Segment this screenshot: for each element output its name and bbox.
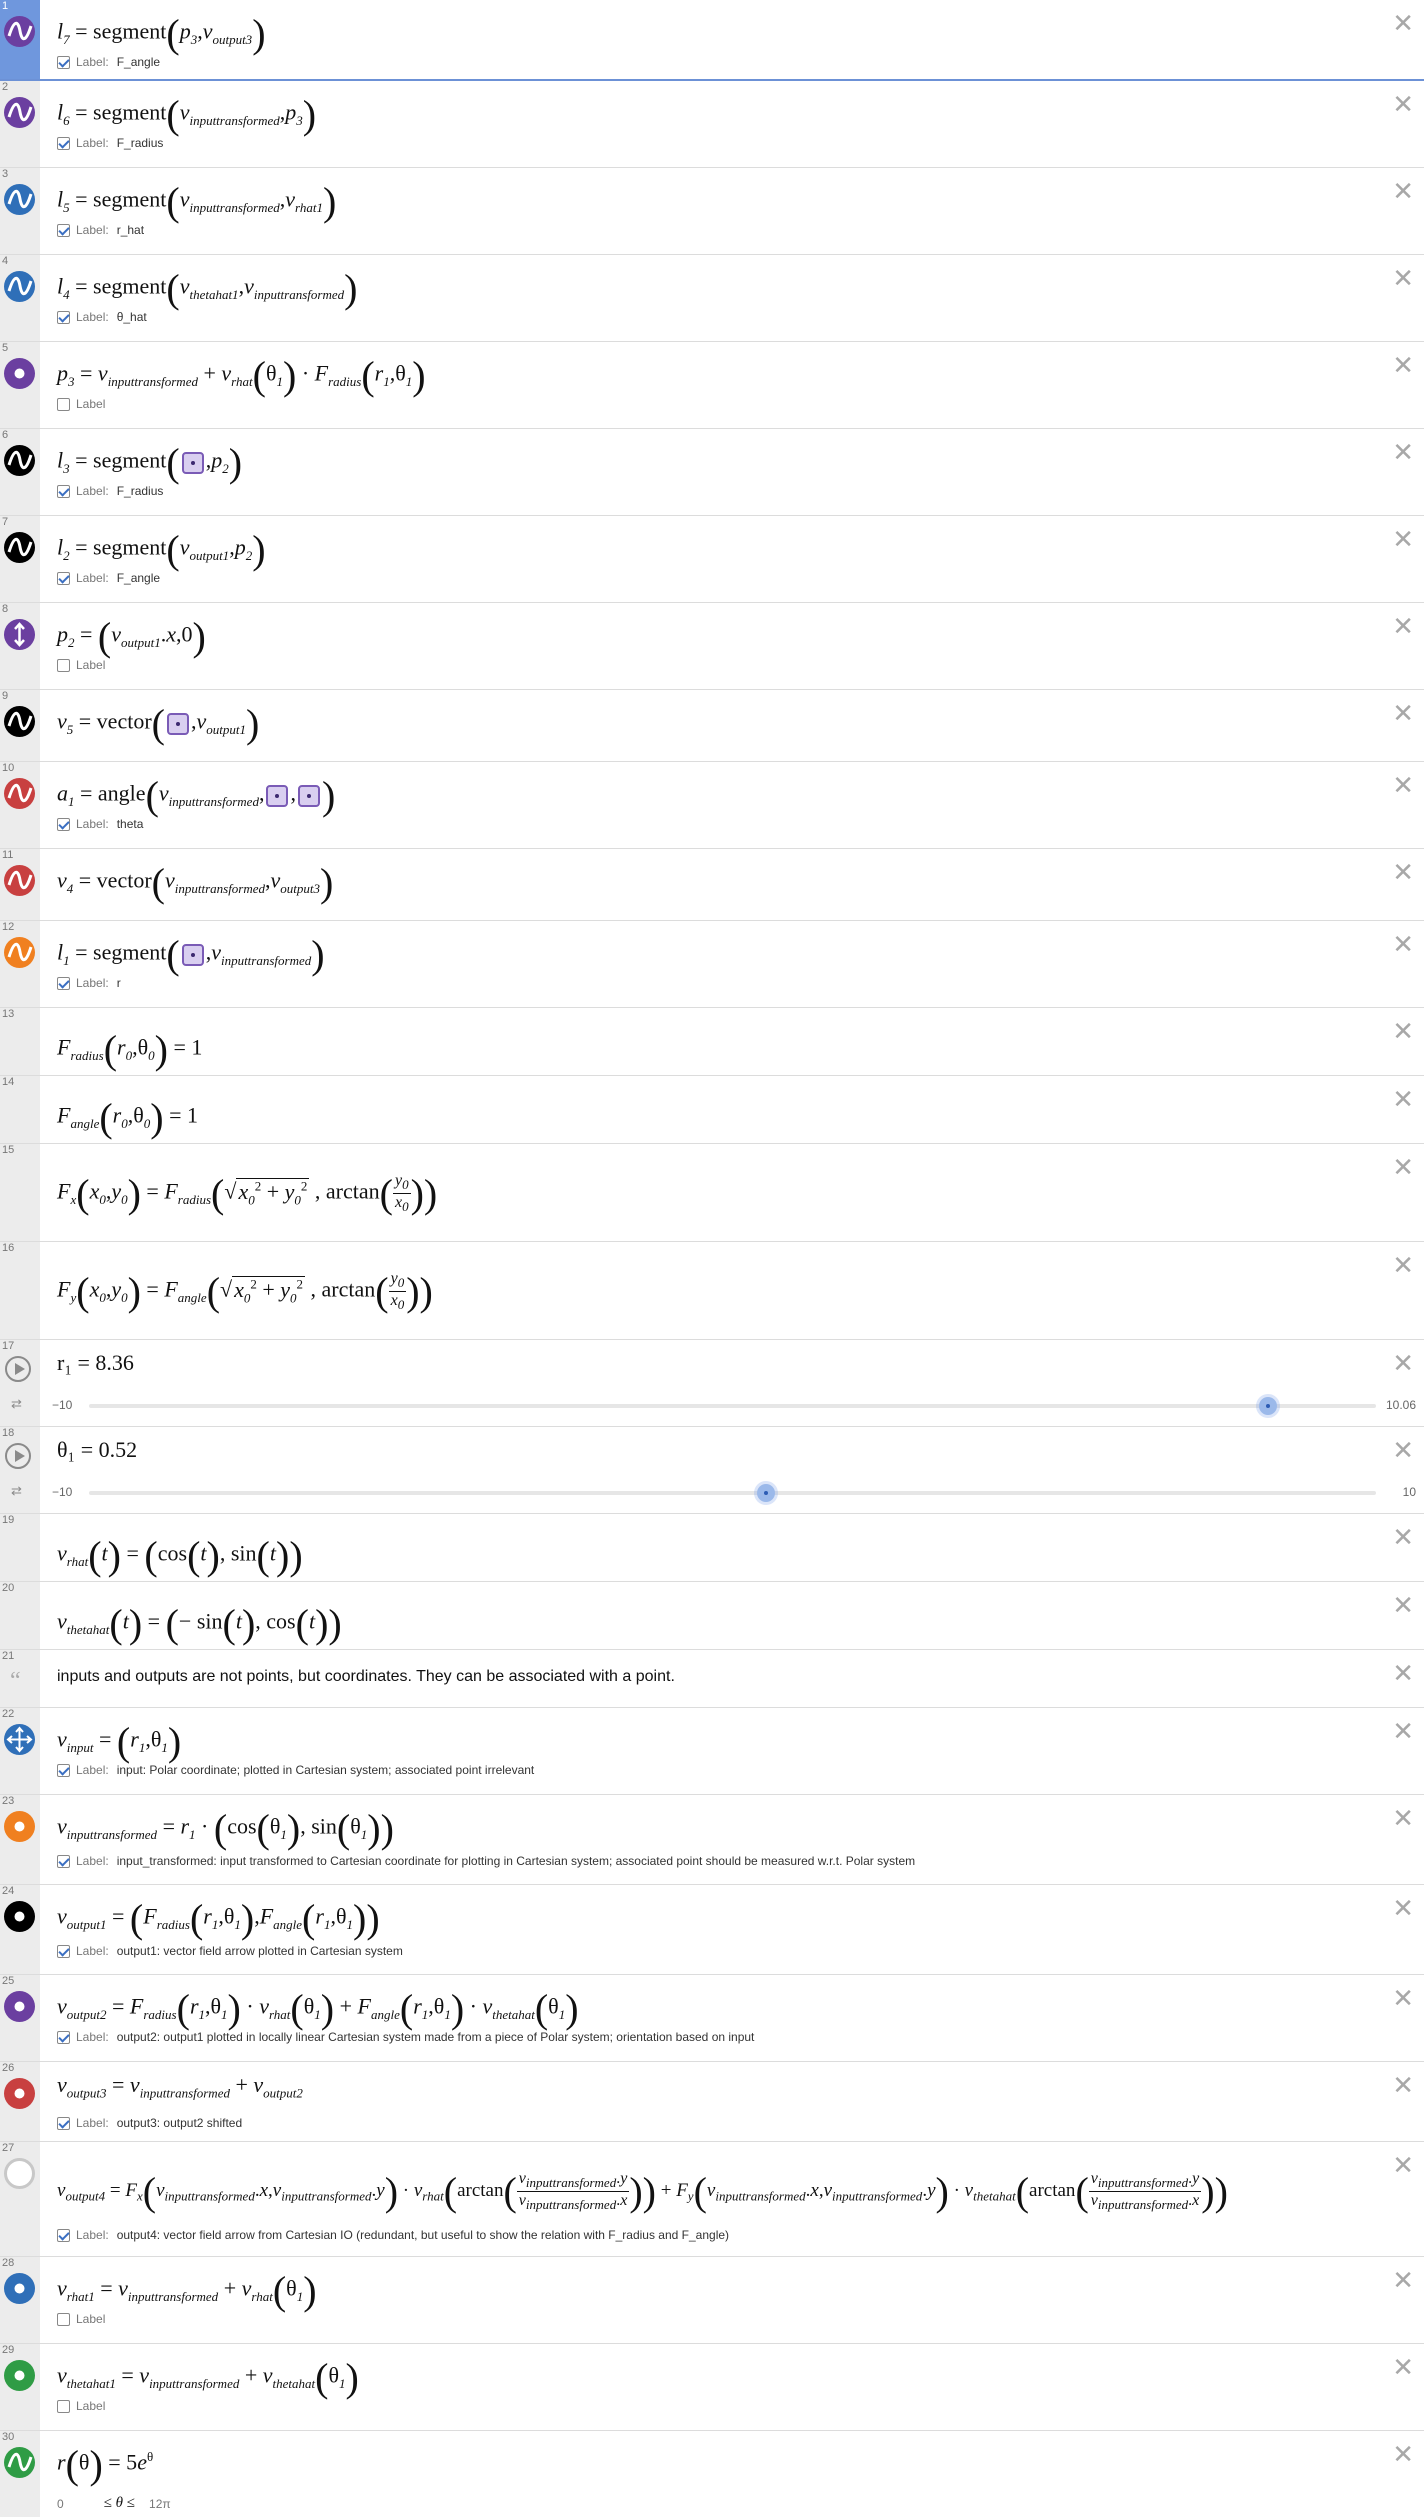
label-line: Label: theta <box>57 817 143 831</box>
label-checkbox[interactable] <box>57 977 70 990</box>
row-number: 9 <box>2 690 9 702</box>
label-line: Label: F_radius <box>57 484 163 498</box>
vector-visibility-icon[interactable] <box>4 706 35 737</box>
label-checkbox[interactable] <box>57 2400 70 2413</box>
row-number: 11 <box>2 849 14 861</box>
segment-visibility-icon[interactable] <box>4 184 35 215</box>
row-gutter[interactable] <box>0 1340 40 1426</box>
label-line: Label: F_radius <box>57 136 163 150</box>
slider-value-theta1[interactable]: θ₁ = 0.52 <box>57 1437 138 1462</box>
algebra-row-2[interactable] <box>0 81 1424 168</box>
algebra-row-24[interactable] <box>0 1885 1424 1975</box>
label-line: Label: output4: vector field arrow from Cartesian IO (redundant, but useful to show the relation with F_radius and F_angle) <box>57 2228 729 2242</box>
algebra-row-19[interactable] <box>0 1514 1424 1582</box>
point-visibility-icon[interactable] <box>4 2273 35 2304</box>
label-text[interactable]: output4: vector field arrow from Cartesian IO (redundant, but useful to show the relation with F_radius and F_angle) <box>116 2228 730 2242</box>
definition-voutput2[interactable]: $v_{output2} = F_{radius}(r_1,\theta_1) \cdot v_{rhat}(\theta_1) + F_{angle}(r_1,\theta_1) \cdot v_{thetahat}(\theta_1)$ <box>57 1986 579 2031</box>
label-text[interactable]: input_transformed: input transformed to Cartesian coordinate for plotting in Cartesian system; associated point should be measured w.r.t. Polar system <box>116 1854 916 1868</box>
algebra-row-6[interactable] <box>0 429 1424 516</box>
label-checkbox[interactable] <box>57 1945 70 1958</box>
close-icon[interactable]: ✕ <box>1392 1523 1414 1553</box>
definition-l4[interactable]: $l_4$ = $segment(v_{thetahat1},v_{inputtransformed})$ <box>57 266 358 311</box>
row-number: 28 <box>2 2257 15 2269</box>
label-checkbox[interactable] <box>57 56 70 69</box>
row-number: 20 <box>2 1582 15 1594</box>
algebra-row-22[interactable] <box>0 1708 1424 1795</box>
label-line: Label: input_transformed: input transformed to Cartesian coordinate for plotting in Cartesian system; associated point should be measured w.r.t. Polar system <box>57 1854 915 1868</box>
label-line: Label <box>57 2399 113 2413</box>
definition-v5[interactable]: $v_5$ = vector( $,v_{output1}$) <box>57 701 260 746</box>
algebra-row-23[interactable] <box>0 1795 1424 1885</box>
label-line: Label: F_angle <box>57 55 160 69</box>
label-checkbox[interactable] <box>57 2313 70 2326</box>
algebra-row-1[interactable] <box>0 0 1424 81</box>
point-visibility-icon[interactable] <box>4 1991 35 2022</box>
row-number: 7 <box>2 516 9 528</box>
label-text[interactable]: output1: vector field arrow plotted in Cartesian system <box>116 1944 403 1958</box>
row-number: 19 <box>2 1514 15 1526</box>
algebra-row-17[interactable] <box>0 1340 1424 1427</box>
close-icon[interactable]: ✕ <box>1392 1804 1414 1834</box>
close-icon[interactable]: ✕ <box>1392 1659 1414 1689</box>
point-visibility-icon[interactable] <box>4 2360 35 2391</box>
segment-visibility-icon[interactable] <box>4 97 35 128</box>
label-checkbox[interactable] <box>57 572 70 585</box>
close-icon[interactable]: ✕ <box>1392 1591 1414 1621</box>
point-visibility-icon[interactable] <box>4 2078 35 2109</box>
point-chip[interactable] <box>182 944 204 966</box>
slider-theta1[interactable] <box>52 1485 1416 1501</box>
segment-visibility-icon[interactable] <box>4 532 35 563</box>
point-visibility-icon[interactable] <box>4 358 35 389</box>
algebra-row-20[interactable] <box>0 1582 1424 1650</box>
close-icon[interactable]: ✕ <box>1392 525 1414 555</box>
algebra-row-21[interactable] <box>0 1650 1424 1708</box>
algebra-row-5[interactable] <box>0 342 1424 429</box>
hidden-point-icon[interactable] <box>4 2158 35 2189</box>
segment-visibility-icon[interactable] <box>4 445 35 476</box>
algebra-row-4[interactable] <box>0 255 1424 342</box>
label-line: Label: F_angle <box>57 571 160 585</box>
row-number: 4 <box>2 255 9 267</box>
label-checkbox[interactable] <box>57 2229 70 2242</box>
range-max[interactable]: 12π <box>149 2496 171 2511</box>
row-number: 12 <box>2 921 15 933</box>
definition-Fx[interactable]: $F_x(x_0,y_0) = F_{radius}(√x_0^2 + y_0^2$ , arctan( $\frac{y_0}{x_0}$ )) <box>57 1171 438 1216</box>
definition-l5[interactable]: $l_5$ = $segment(v_{inputtransformed},v_{rhat1})$ <box>57 179 337 224</box>
text-note[interactable]: inputs and outputs are not points, but coordinates. They can be associated with a point. <box>57 1668 675 1685</box>
label-line: Label: r_hat <box>57 223 144 237</box>
definition-a1[interactable]: $a_1$ = $angle(v_{inputtransformed}$, , ) <box>57 773 336 818</box>
label-text[interactable]: F_angle <box>116 55 161 69</box>
definition-p2[interactable]: $p_2 = (v_{output1}.x,0)$ <box>57 614 206 659</box>
label-line: Label: r <box>57 976 121 990</box>
label-checkbox[interactable] <box>57 659 70 672</box>
row-number: 23 <box>2 1795 15 1807</box>
segment-visibility-icon[interactable] <box>4 16 35 47</box>
point-on-path-icon[interactable] <box>4 619 35 650</box>
close-icon[interactable]: ✕ <box>1392 1717 1414 1747</box>
close-icon[interactable]: ✕ <box>1392 1436 1414 1466</box>
slider-max: 10 <box>1402 1485 1416 1499</box>
range-inequality: ≤ θ ≤ <box>103 2495 136 2511</box>
label-text[interactable]: θ_hat <box>116 310 147 324</box>
label-checkbox[interactable] <box>57 137 70 150</box>
close-icon[interactable]: ✕ <box>1392 2353 1414 2383</box>
close-icon[interactable]: ✕ <box>1392 90 1414 120</box>
slider-min: −10 <box>52 1485 73 1499</box>
curve-visibility-icon[interactable] <box>4 2447 35 2478</box>
slider-track[interactable] <box>89 1491 1376 1495</box>
definition-voutput3[interactable]: $v_{output3} = v_{inputtransformed} + v_{output2}$ <box>57 2072 303 2101</box>
label-checkbox[interactable] <box>57 311 70 324</box>
definition-r-theta[interactable]: $r(\theta) = 5e^\theta$ <box>57 2442 154 2487</box>
slider-min: −10 <box>52 1398 73 1412</box>
definition-Fy[interactable]: $F_y(x_0,y_0) = F_{angle}(√x_0^2 + y_0^2$ , arctan( $\frac{y_0}{x_0}$ )) <box>57 1269 433 1314</box>
definition-vthetahat1[interactable]: $v_{thetahat1} = v_{inputtransformed} + v_{thetahat}(\theta_1)$ <box>57 2355 359 2400</box>
slider-r1[interactable] <box>52 1398 1416 1414</box>
free-point-icon[interactable] <box>4 1724 35 1755</box>
label-text[interactable]: F_radius <box>116 136 164 150</box>
repeat-icon[interactable]: ⇄ <box>11 1483 22 1498</box>
segment-visibility-icon[interactable] <box>4 937 35 968</box>
close-icon[interactable]: ✕ <box>1392 930 1414 960</box>
label-text[interactable]: F_angle <box>116 571 161 585</box>
point-chip[interactable] <box>167 713 189 735</box>
definition-voutput4[interactable]: $v_{output4} = F_x(v_{inputtransformed}.x,v_{inputtransformed}.y) \cdot v_{rhat}(\arctan$( $\frac{v_{inputtransformed}.y}{v_{inputtransformed}.x}$ )) + $F_y(v_{inputtransformed}.x,v_{inputtransformed}.y) \cdot v_{thetahat}(\arctan$( $\frac{v_{inputtransformed}.y}{v_{inputtransformed}.x}$ )) <box>57 2169 1228 2214</box>
row-number: 2 <box>2 81 9 93</box>
row-number: 29 <box>2 2344 15 2356</box>
algebra-row-10[interactable] <box>0 762 1424 849</box>
label-text[interactable]: theta <box>116 817 144 831</box>
close-icon[interactable]: ✕ <box>1392 2071 1414 2101</box>
definition-F-radius[interactable]: $F_{radius}(r_0,\theta_0) = 1$ <box>57 1027 203 1072</box>
label-checkbox[interactable] <box>57 1764 70 1777</box>
label-checkbox[interactable] <box>57 818 70 831</box>
definition-vinput[interactable]: $v_{input} = (r_1,\theta_1)$ <box>57 1719 182 1764</box>
row-number: 30 <box>2 2431 15 2443</box>
curve-range[interactable] <box>57 2495 171 2512</box>
algebra-row-14[interactable] <box>0 1076 1424 1144</box>
definition-vrhat1[interactable]: $v_{rhat1} = v_{inputtransformed} + v_{rhat}(\theta_1)$ <box>57 2268 317 2313</box>
row-gutter[interactable] <box>0 1144 40 1241</box>
row-number: 21 <box>2 1650 15 1662</box>
algebra-row-16[interactable] <box>0 1242 1424 1340</box>
row-number: 15 <box>2 1144 15 1156</box>
algebra-row-29[interactable] <box>0 2344 1424 2431</box>
definition-l3[interactable]: $l_3$ = segment( $,p_2$) <box>57 440 243 485</box>
label-checkbox[interactable] <box>57 2117 70 2130</box>
algebra-row-9[interactable] <box>0 690 1424 762</box>
row-number: 5 <box>2 342 9 354</box>
definition-vinputtransformed[interactable]: $v_{inputtransformed} = r_1 \cdot (\cos(\theta_1)$, $\sin(\theta_1)$) <box>57 1806 394 1851</box>
point-visibility-icon[interactable] <box>4 1811 35 1842</box>
row-number: 25 <box>2 1975 15 1987</box>
close-icon[interactable]: ✕ <box>1392 1251 1414 1281</box>
row-number: 3 <box>2 168 9 180</box>
close-icon[interactable]: ✕ <box>1392 1349 1414 1379</box>
close-icon[interactable]: ✕ <box>1392 438 1414 468</box>
definition-l6[interactable]: $l_6$ = $segment(v_{inputtransformed},p_3)$ <box>57 92 317 137</box>
segment-visibility-icon[interactable] <box>4 271 35 302</box>
label-text[interactable]: r_hat <box>116 223 145 237</box>
label-line: Label: output1: vector field arrow plotted in Cartesian system <box>57 1944 403 1958</box>
quote-icon: “ <box>10 1668 21 1694</box>
label-line: Label <box>57 397 113 411</box>
vector-visibility-icon[interactable] <box>4 865 35 896</box>
algebra-row-15[interactable] <box>0 1144 1424 1242</box>
algebra-row-25[interactable] <box>0 1975 1424 2062</box>
label-text[interactable]: output2: output1 plotted in locally linear Cartesian system made from a piece of Polar system; orientation based on input <box>116 2030 755 2044</box>
algebra-row-3[interactable] <box>0 168 1424 255</box>
row-number: 26 <box>2 2062 15 2074</box>
point-chip[interactable] <box>266 785 288 807</box>
label-checkbox[interactable] <box>57 485 70 498</box>
point-chip[interactable] <box>298 785 320 807</box>
slider-max: 10.06 <box>1385 1398 1416 1412</box>
angle-visibility-icon[interactable] <box>4 778 35 809</box>
close-icon[interactable]: ✕ <box>1392 1894 1414 1924</box>
point-chip[interactable] <box>182 452 204 474</box>
label-checkbox[interactable] <box>57 398 70 411</box>
close-icon[interactable]: ✕ <box>1392 1984 1414 2014</box>
close-icon[interactable]: ✕ <box>1392 699 1414 729</box>
slider-knob[interactable] <box>1259 1397 1277 1415</box>
definition-vrhat[interactable]: $v_{rhat}(t) = (\cos(t)$, sin(t)) <box>57 1533 303 1578</box>
slider-knob[interactable] <box>757 1484 775 1502</box>
label-checkbox[interactable] <box>57 2031 70 2044</box>
row-number: 27 <box>2 2142 15 2154</box>
close-icon[interactable]: ✕ <box>1392 771 1414 801</box>
slider-value-r1[interactable]: r₁ = 8.36 <box>57 1350 134 1375</box>
label-text[interactable]: F_radius <box>116 484 164 498</box>
close-icon[interactable]: ✕ <box>1392 2440 1414 2470</box>
label-line: Label: output2: output1 plotted in locally linear Cartesian system made from a piece of Polar system; orientation based on input <box>57 2030 754 2044</box>
algebra-row-11[interactable] <box>0 849 1424 921</box>
close-icon[interactable]: ✕ <box>1392 1017 1414 1047</box>
label-text[interactable]: input: Polar coordinate; plotted in Cartesian system; associated point irrelevant <box>116 1763 535 1777</box>
definition-l2[interactable]: $l_2$ = $segment(v_{output1},p_2)$ <box>57 527 266 572</box>
algebra-row-28[interactable] <box>0 2257 1424 2344</box>
algebra-row-18[interactable] <box>0 1427 1424 1514</box>
definition-p3[interactable]: $p_3 = v_{inputtransformed} + v_{rhat}(\theta_1) \cdot F_{radius}(r_1,\theta_1)$ <box>57 353 426 398</box>
definition-l1[interactable]: $l_1$ = segment( $,v_{inputtransformed}$) <box>57 932 325 977</box>
definition-voutput1[interactable]: $v_{output1} = (F_{radius}(r_1,\theta_1),F_{angle}(r_1,\theta_1))$ <box>57 1896 380 1941</box>
close-icon[interactable]: ✕ <box>1392 1085 1414 1115</box>
close-icon[interactable]: ✕ <box>1392 858 1414 888</box>
play-icon[interactable] <box>5 1443 31 1469</box>
algebra-row-26[interactable] <box>0 2062 1424 2142</box>
row-number: 18 <box>2 1427 15 1439</box>
row-number: 6 <box>2 429 9 441</box>
definition-F-angle[interactable]: $F_{angle}(r_0,\theta_0) = 1$ <box>57 1095 199 1140</box>
algebra-row-7[interactable] <box>0 516 1424 603</box>
algebra-row-8[interactable] <box>0 603 1424 690</box>
label-line: Label: output3: output2 shifted <box>57 2116 242 2130</box>
repeat-icon[interactable]: ⇄ <box>11 1396 22 1411</box>
row-number: 8 <box>2 603 9 615</box>
play-icon[interactable] <box>5 1356 31 1382</box>
algebra-row-12[interactable] <box>0 921 1424 1008</box>
row-number: 22 <box>2 1708 15 1720</box>
close-icon[interactable]: ✕ <box>1392 1153 1414 1183</box>
row-number: 24 <box>2 1885 15 1897</box>
label-text[interactable]: r <box>116 976 121 990</box>
close-icon[interactable]: ✕ <box>1392 2266 1414 2296</box>
row-number: 14 <box>2 1076 15 1088</box>
close-icon[interactable]: ✕ <box>1392 177 1414 207</box>
point-visibility-icon[interactable] <box>4 1901 35 1932</box>
close-icon[interactable]: ✕ <box>1392 9 1414 39</box>
label-line: Label <box>57 658 113 672</box>
label-checkbox[interactable] <box>57 224 70 237</box>
label-checkbox[interactable] <box>57 1855 70 1868</box>
close-icon[interactable]: ✕ <box>1392 2151 1414 2181</box>
row-number: 13 <box>2 1008 15 1020</box>
definition-vthetahat[interactable]: $v_{thetahat}(t)$ = (− sin(t), cos(t)) <box>57 1601 342 1646</box>
label-text[interactable]: output3: output2 shifted <box>116 2116 243 2130</box>
label-line: Label: θ_hat <box>57 310 147 324</box>
algebra-row-30[interactable] <box>0 2431 1424 2517</box>
close-icon[interactable]: ✕ <box>1392 612 1414 642</box>
definition-v4[interactable]: $v_4$ = $vector(v_{inputtransformed},v_{output3})$ <box>57 860 334 905</box>
algebra-row-13[interactable] <box>0 1008 1424 1076</box>
row-number: 17 <box>2 1340 15 1352</box>
row-gutter[interactable] <box>0 1427 40 1513</box>
label-line: Label: input: Polar coordinate; plotted in Cartesian system; associated point irrelevant <box>57 1763 534 1777</box>
close-icon[interactable]: ✕ <box>1392 264 1414 294</box>
close-icon[interactable]: ✕ <box>1392 351 1414 381</box>
slider-track[interactable] <box>89 1404 1376 1408</box>
range-min[interactable]: 0 <box>57 2496 64 2511</box>
row-number: 16 <box>2 1242 15 1254</box>
algebra-row-27[interactable] <box>0 2142 1424 2257</box>
definition-l7[interactable]: $l_7$ = $segment(p_3,v_{output3})$ <box>57 11 266 56</box>
row-number: 1 <box>2 0 9 12</box>
label-line: Label <box>57 2312 113 2326</box>
row-gutter[interactable] <box>0 1242 40 1339</box>
row-number: 10 <box>2 762 15 774</box>
